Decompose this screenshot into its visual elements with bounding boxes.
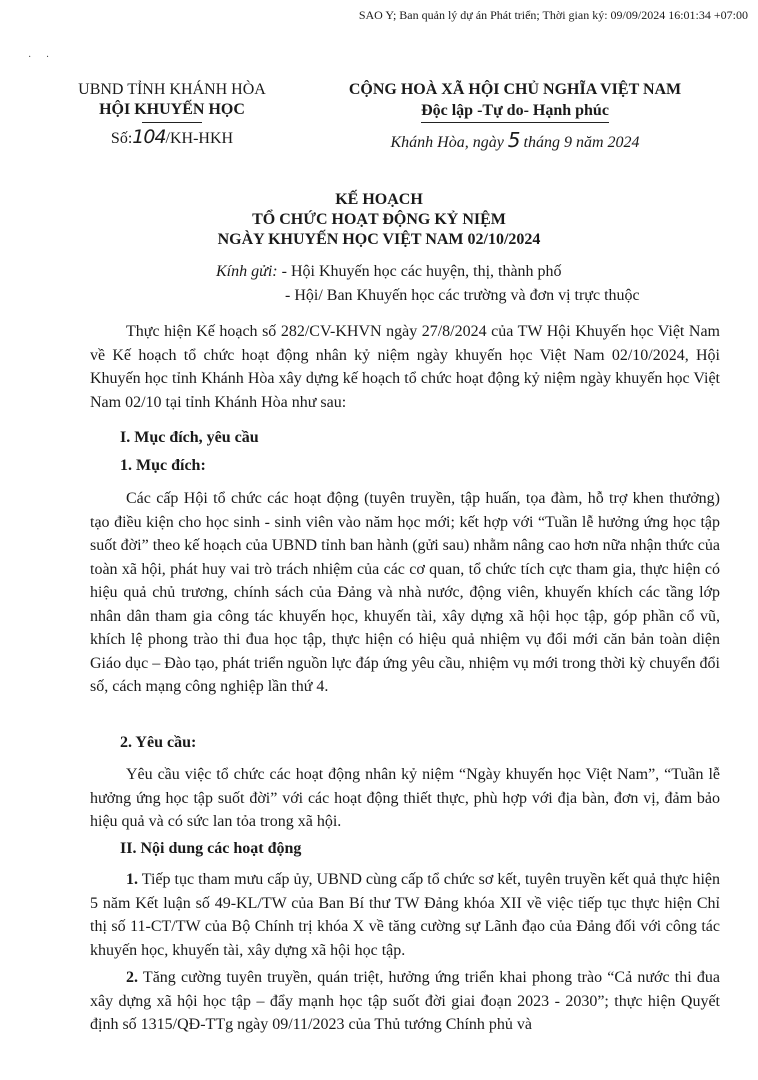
digital-signature-stamp: SAO Y; Ban quản lý dự án Phát triển; Thời gian ký: 09/09/2024 16:01:34 +07:00 bbox=[358, 8, 748, 22]
motto: Độc lập -Tự do- Hạnh phúc bbox=[300, 101, 730, 123]
national-title-block bbox=[300, 80, 730, 123]
section-1-1-heading: 1. Mục đích: bbox=[120, 457, 206, 474]
handwritten-day: 5 bbox=[507, 128, 520, 152]
section-2-heading: II. Nội dung các hoạt động bbox=[120, 840, 302, 857]
agency-name: HỘI KHUYẾN HỌC bbox=[99, 101, 245, 118]
scan-specks: · · bbox=[28, 52, 56, 63]
place-and-date: Khánh Hòa, ngày 5 tháng 9 năm 2024 bbox=[390, 128, 640, 152]
purpose-paragraph: Các cấp Hội tổ chức các hoạt động (tuyên truyền, tập huấn, tọa đàm, hỗ trợ khen thưởng) tạo điều kiện cho học sinh - sinh viên vào năm học mới; kết hợp với “Tuần lễ hưởng ứng học tập suốt đời” theo kế hoạch của UBND tỉnh ban hành (gửi sau) nhằm nâng cao hơn nữa nhận thức của toàn xã hội, phát huy vai trò trách nhiệm của các cơ quan, tổ chức tích cực tham gia, thực hiện có hiệu quả chủ trương, chính sách của Đảng và nhà nước, động viên, khuyến khích các tầng lớp nhân dân tham gia công tác khuyến học, khuyến tài, xây dựng xã hội học tập, góp phần cổ vũ, khích lệ phong trào thi đua học tập, thực hiện có hiệu quả nhiệm vụ đổi mới căn bản toàn diện Giáo dục – Đào tạo, phát triển nguồn lực đáp ứng yêu cầu, nhiệm vụ mới trong thời kỳ chuyển đổi số, cách mạng công nghiệp lần thứ 4. bbox=[90, 490, 720, 695]
activity-item-1: 1. Tiếp tục tham mưu cấp ủy, UBND cùng cấp tổ chức sơ kết, tuyên truyền kết quả thực hiện 5 năm Kết luận số 49-KL/TW của Ban Bí thư TW Đảng khóa XII về việc tiếp tục thực hiện Chỉ thị số 11-CT/TW của Bộ Chính trị khóa X về tăng cường sự Lãnh đạo của Đảng đối với công tác khuyến học, khuyến tài, xây dựng xã hội học tập. bbox=[90, 871, 720, 959]
nation-name: CỘNG HOÀ XÃ HỘI CHỦ NGHĨA VIỆT NAM bbox=[348, 81, 682, 98]
intro-paragraph: Thực hiện Kế hoạch số 282/CV-KHVN ngày 27/8/2024 của TW Hội Khuyến học Việt Nam về Kế hoạch tổ chức hoạt động nhân kỷ niệm ngày khuyến học Việt Nam 02/10/2024, Hội Khuyến học tỉnh Khánh Hòa xây dựng kế hoạch tổ chức hoạt động kỷ niệm ngày khuyến học Việt Nam 02/10 tại tỉnh Khánh Hòa như sau: bbox=[90, 323, 720, 411]
agency-underline bbox=[142, 122, 202, 123]
section-1-heading: I. Mục đích, yêu cầu bbox=[120, 429, 259, 446]
document-number: Số:104/KH-HKH bbox=[110, 126, 234, 148]
parent-agency: UBND TỈNH KHÁNH HÒA bbox=[78, 81, 266, 98]
issuing-agency-block bbox=[72, 80, 272, 149]
section-1-2-heading: 2. Yêu cầu: bbox=[120, 734, 197, 751]
recipients: Kính gửi: - Hội Khuyến học các huyện, thị, thành phố - Hội/ Ban Khuyến học các trường và đơn vị trực thuộc bbox=[216, 263, 640, 304]
document-title: KẾ HOẠCH TỔ CHỨC HOẠT ĐỘNG KỶ NIỆM NGÀY KHUYẾN HỌC VIỆT NAM 02/10/2024 bbox=[217, 191, 541, 248]
handwritten-number: 104 bbox=[132, 126, 166, 148]
requirements-paragraph: Yêu cầu việc tổ chức các hoạt động nhân kỷ niệm “Ngày khuyến học Việt Nam”, “Tuần lễ hưởng ứng học tập suốt đời” với các hoạt động thiết thực, phù hợp với địa bàn, đơn vị, đảm bảo hiệu quả và có sức lan tỏa trong xã hội. bbox=[90, 766, 720, 830]
activity-item-2: 2. Tăng cường tuyên truyền, quán triệt, hưởng ứng triển khai phong trào “Cả nước thi đua xây dựng xã hội học tập – đẩy mạnh học tập suốt đời giai đoạn 2023 - 2030”; thực hiện Quyết định số 1315/QĐ-TTg ngày 09/11/2023 của Thủ tướng Chính phủ và bbox=[90, 969, 721, 1033]
